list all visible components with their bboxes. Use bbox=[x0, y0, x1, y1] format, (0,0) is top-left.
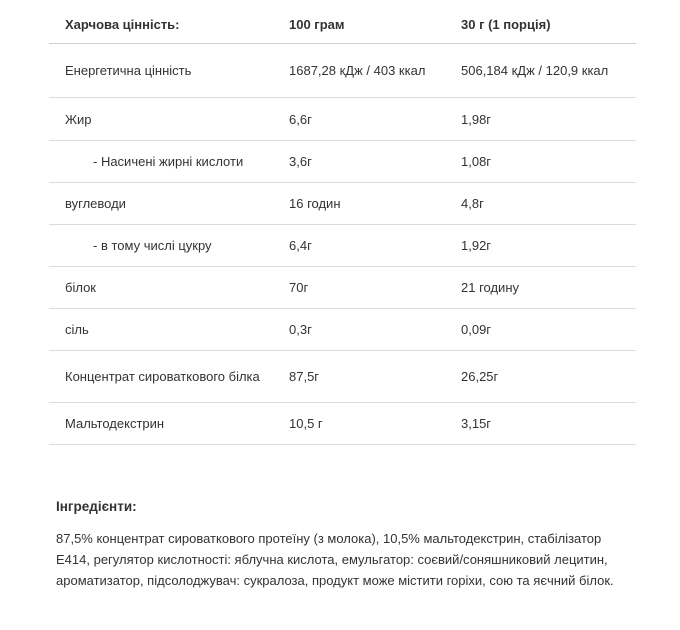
row-name: - в тому числі цукру bbox=[49, 225, 273, 267]
row-per30: 1,98г bbox=[445, 98, 636, 141]
nutrition-table bbox=[49, 6, 636, 445]
ingredients-text: 87,5% концентрат сироваткового протеїну (з молока), 10,5% мальтодекстрин, стабілізатор E414, регулятор кислотності: яблучна кислота, емульгатор: соєвий/соняшниковий лецитин, ароматизатор, підсолоджувач: сукралоза, продукт може містити горіхи, сою та яєчний білок. bbox=[56, 531, 614, 588]
row-per100: 6,4г bbox=[273, 225, 445, 267]
ingredients-title: Інгредієнти: bbox=[56, 499, 137, 514]
row-per100: 1687,28 кДж / 403 ккал bbox=[273, 44, 445, 98]
row-per100: 70г bbox=[273, 267, 445, 309]
row-name: вуглеводи bbox=[49, 183, 273, 225]
row-per30: 0,09г bbox=[445, 309, 636, 351]
table-row-fat bbox=[49, 98, 636, 141]
header-per-100g: 100 грам bbox=[273, 6, 445, 44]
table-row-maltodextrin bbox=[49, 403, 636, 445]
row-per100: 16 годин bbox=[273, 183, 445, 225]
row-per100: 6,6г bbox=[273, 98, 445, 141]
table-row-whey-concentrate bbox=[49, 351, 636, 403]
row-per100: 0,3г bbox=[273, 309, 445, 351]
row-per30: 506,184 кДж / 120,9 ккал bbox=[445, 44, 636, 98]
row-per30: 26,25г bbox=[445, 351, 636, 403]
row-per30: 21 годину bbox=[445, 267, 636, 309]
row-per30: 4,8г bbox=[445, 183, 636, 225]
row-per30: 1,08г bbox=[445, 141, 636, 183]
row-name: сіль bbox=[49, 309, 273, 351]
row-per100: 10,5 г bbox=[273, 403, 445, 445]
row-per100: 87,5г bbox=[273, 351, 445, 403]
row-name: Мальтодекстрин bbox=[49, 403, 273, 445]
row-name: Концентрат сироваткового білка bbox=[49, 351, 273, 403]
header-nutritional-value: Харчова цінність: bbox=[49, 6, 273, 44]
table-row-sugars bbox=[49, 225, 636, 267]
row-name: - Насичені жирні кислоти bbox=[49, 141, 273, 183]
table-row-carbohydrates bbox=[49, 183, 636, 225]
table-row-saturated-fat bbox=[49, 141, 636, 183]
table-row-protein bbox=[49, 267, 636, 309]
row-name: білок bbox=[49, 267, 273, 309]
row-per30: 3,15г bbox=[445, 403, 636, 445]
row-per100: 3,6г bbox=[273, 141, 445, 183]
row-name: Жир bbox=[49, 98, 273, 141]
row-per30: 1,92г bbox=[445, 225, 636, 267]
header-per-serving: 30 г (1 порція) bbox=[445, 6, 636, 44]
table-row-energy bbox=[49, 44, 636, 98]
table-row-salt bbox=[49, 309, 636, 351]
row-name: Енергетична цінність bbox=[49, 44, 273, 98]
table-header-row bbox=[49, 6, 636, 44]
